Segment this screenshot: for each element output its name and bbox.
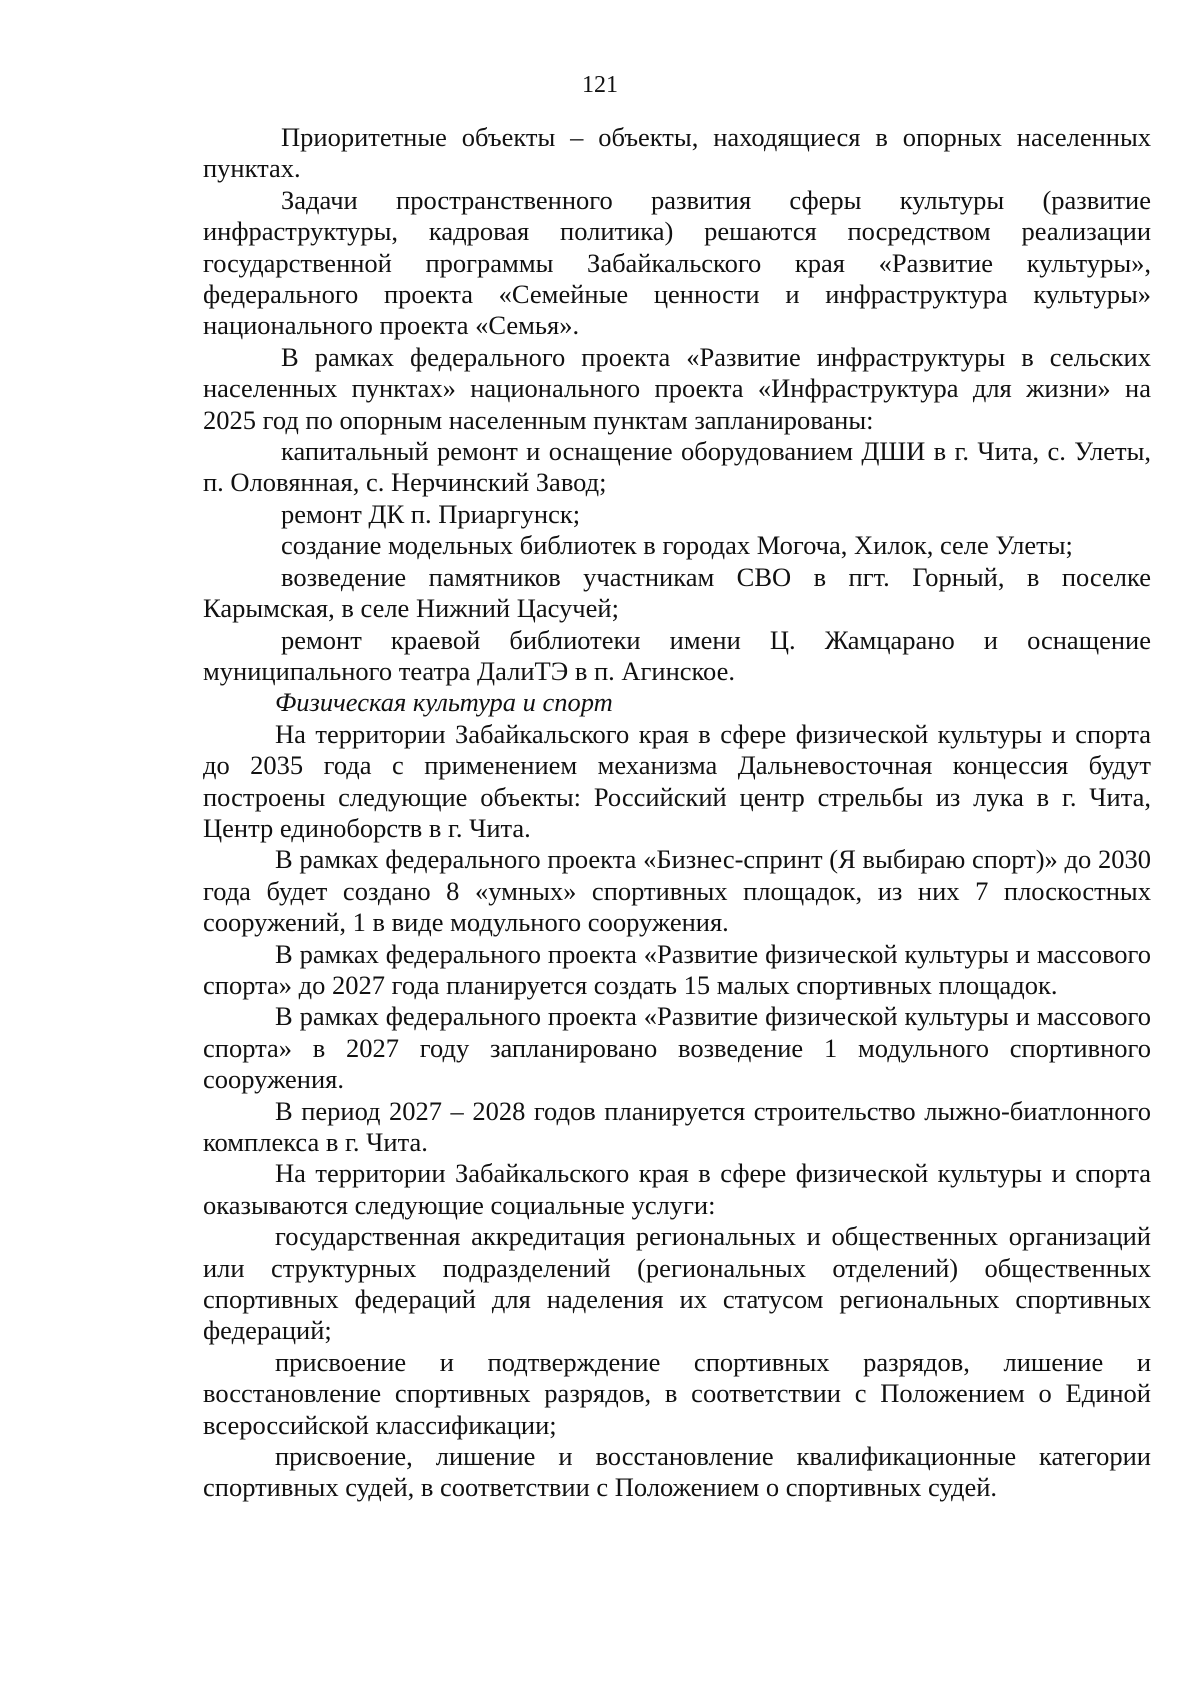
paragraph: Приоритетные объекты – объекты, находящиеся в опорных населенных пунктах. <box>203 122 1151 184</box>
document-body <box>203 122 1151 1504</box>
list-item: присвоение и подтверждение спортивных разрядов, лишение и восстановление спортивных разрядов, в соответствии с Положением о Единой всероссийской классификации; <box>203 1346 1151 1440</box>
list-item: создание модельных библиотек в городах Могоча, Хилок, селе Улеты; <box>281 530 1073 561</box>
list-item: ремонт краевой библиотеки имени Ц. Жамцарано и оснащение муниципального театра ДалиТЭ в п. Агинское. <box>203 624 1151 686</box>
paragraph: В рамках федерального проекта «Развитие физической культуры и массового спорта» в 2027 году запланировано возведение 1 модульного спортивного сооружения. <box>203 1001 1151 1095</box>
paragraph: В период 2027 – 2028 годов планируется строительство лыжно-биатлонного комплекса в г. Чита. <box>203 1095 1151 1157</box>
paragraph: На территории Забайкальского края в сфере физической культуры и спорта до 2035 года с применением механизма Дальневосточная концессия будут построены следующие объекты: Российский центр стрельбы из лука в г. Чита, Центр единоборств в г. Чита. <box>203 718 1151 843</box>
paragraph: Задачи пространственного развития сферы культуры (развитие инфраструктуры, кадровая политика) решаются посредством реализации государственной программы Забайкальского края «Развитие культуры», федерального проекта «Семейные ценности и инфраструктура культуры» национального проекта «Семья». <box>203 184 1151 341</box>
list-item: ремонт ДК п. Приаргунск; <box>281 498 581 529</box>
paragraph: На территории Забайкальского края в сфере физической культуры и спорта оказываются следующие социальные услуги: <box>203 1158 1151 1220</box>
list-item: государственная аккредитация региональных и общественных организаций или структурных подразделений (региональных отделений) общественных спортивных федераций для наделения их статусом региональных спортивных федераций; <box>203 1221 1151 1346</box>
paragraph: В рамках федерального проекта «Бизнес-спринт (Я выбираю спорт)» до 2030 года будет создано 8 «умных» спортивных площадок, из них 7 плоскостных сооружений, 1 в виде модульного сооружения. <box>203 844 1151 938</box>
list-item: присвоение, лишение и восстановление квалификационные категории спортивных судей, в соответствии с Положением о спортивных судей. <box>203 1441 1151 1503</box>
list-item: возведение памятников участникам СВО в пгт. Горный, в поселке Карымская, в селе Нижний Цасучей; <box>203 561 1151 624</box>
list-item: капитальный ремонт и оснащение оборудованием ДШИ в г. Чита, с. Улеты, п. Оловянная, с. Нерчинский Завод; <box>203 436 1151 498</box>
section-heading: Физическая культура и спорт <box>275 687 613 718</box>
page-number: 121 <box>582 72 618 98</box>
paragraph: В рамках федерального проекта «Развитие физической культуры и массового спорта» до 2027 года планируется создать 15 малых спортивных площадок. <box>203 938 1151 1000</box>
paragraph: В рамках федерального проекта «Развитие инфраструктуры в сельских населенных пунктах» национального проекта «Инфраструктура для жизни» на 2025 год по опорным населенным пунктам запланированы: <box>203 341 1151 435</box>
